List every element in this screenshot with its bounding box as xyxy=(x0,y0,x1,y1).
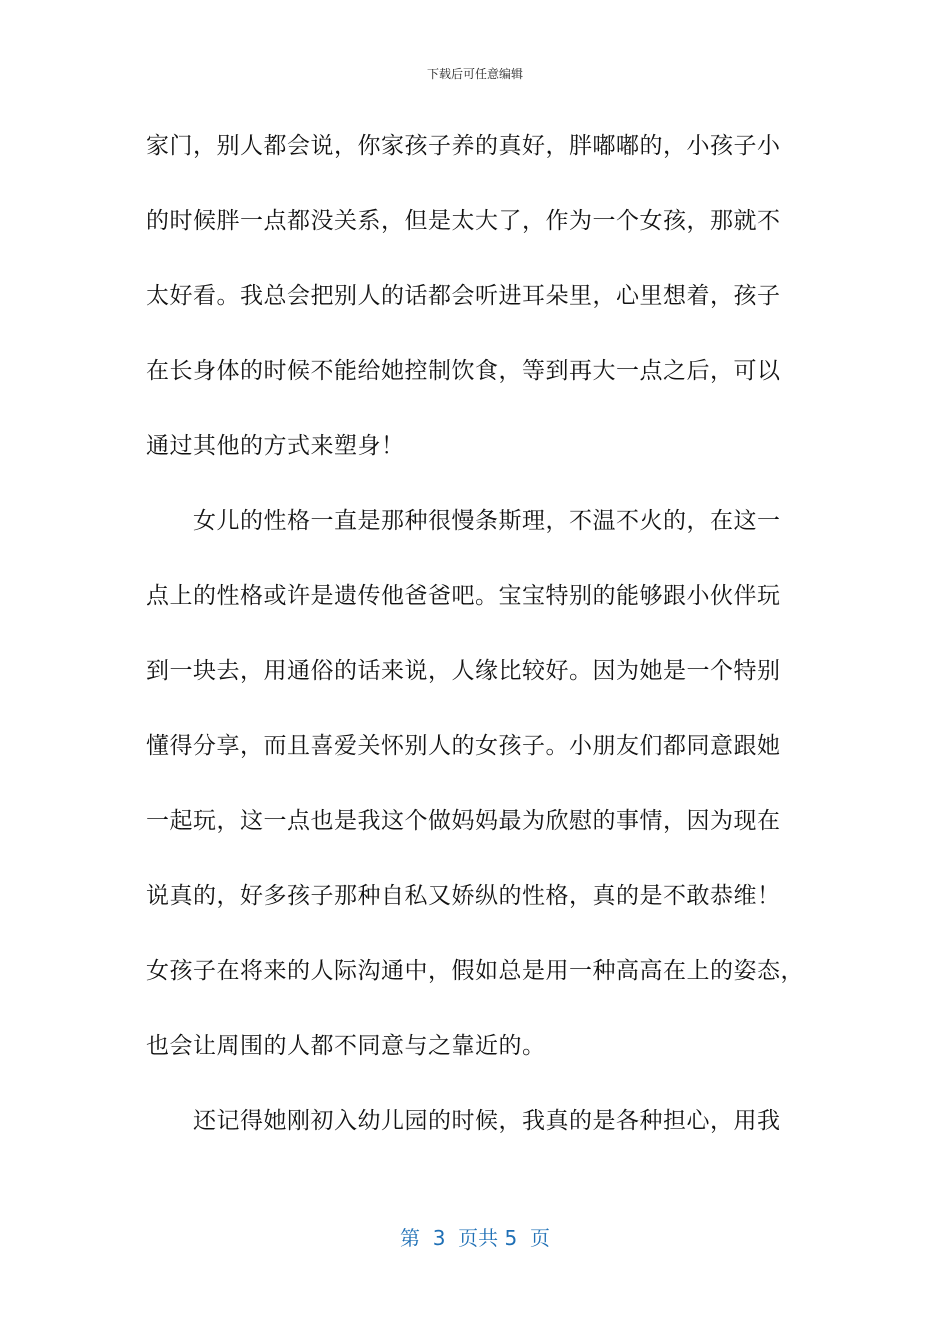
paragraph-start-line: 还记得她刚初入幼儿园的时候，我真的是各种担心，用我 xyxy=(193,1108,781,1134)
document-body xyxy=(146,124,804,1174)
text-line: 到一块去，用通俗的话来说，人缘比较好。因为她是一个特别 xyxy=(146,658,781,684)
text-line: 家门，别人都会说，你家孩子养的真好，胖嘟嘟的，小孩子小 xyxy=(146,133,781,159)
text-line: 也会让周围的人都不同意与之靠近的。 xyxy=(146,1033,546,1059)
text-line: 的时候胖一点都没关系，但是太大了，作为一个女孩，那就不 xyxy=(146,208,781,234)
text-line: 说真的，好多孩子那种自私又娇纵的性格，真的是不敢恭维！ xyxy=(146,883,781,909)
text-line: 在长身体的时候不能给她控制饮食，等到再大一点之后，可以 xyxy=(146,358,781,384)
text-line: 点上的性格或许是遗传他爸爸吧。宝宝特别的能够跟小伙伴玩 xyxy=(146,583,781,609)
text-line: 懂得分享，而且喜爱关怀别人的女孩子。小朋友们都同意跟她 xyxy=(146,733,781,759)
text-line: 太好看。我总会把别人的话都会听进耳朵里，心里想着，孩子 xyxy=(146,283,781,309)
page-header: 下载后可任意编辑 xyxy=(426,67,523,81)
text-line: 一起玩，这一点也是我这个做妈妈最为欣慰的事情，因为现在 xyxy=(146,808,781,834)
page-footer: 第 3 页共 5 页 xyxy=(400,1226,550,1250)
text-line: 通过其他的方式来塑身！ xyxy=(146,433,405,459)
paragraph-start-line: 女儿的性格一直是那种很慢条斯理，不温不火的，在这一 xyxy=(193,508,781,534)
text-line: 女孩子在将来的人际沟通中，假如总是用一种高高在上的姿态， xyxy=(146,958,804,984)
